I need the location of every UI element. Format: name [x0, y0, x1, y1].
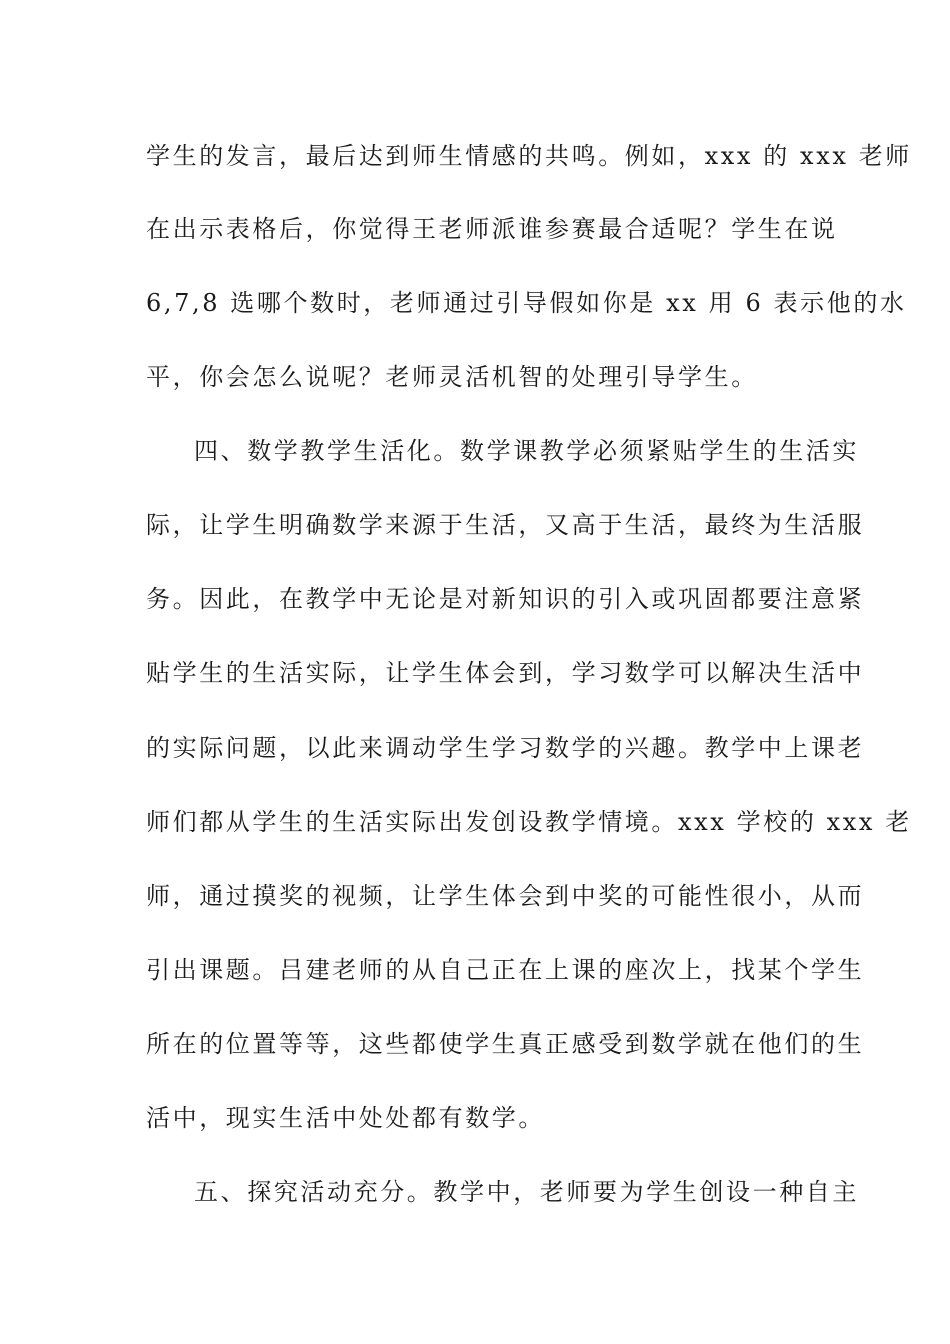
text-line: 际，让学生明确数学来源于生活，又高于生活，最终为生活服 [146, 511, 865, 539]
text-line: 活中，现实生活中处处都有数学。 [146, 1104, 545, 1132]
paragraph-heading-line: 四、数学教学生活化。数学课教学必须紧贴学生的生活实 [194, 437, 859, 465]
text-line: 贴学生的生活实际，让学生体会到，学习数学可以解决生活中 [146, 659, 865, 687]
text-line: 学生的发言，最后达到师生情感的共鸣。例如，xxx 的 xxx 老师 [146, 142, 912, 170]
text-line: 所在的位置等等，这些都使学生真正感受到数学就在他们的生 [146, 1030, 865, 1058]
text-line: 的实际问题，以此来调动学生学习数学的兴趣。教学中上课老 [146, 734, 865, 762]
text-line: 师们都从学生的生活实际出发创设教学情境。xxx 学校的 xxx 老 [146, 808, 912, 836]
text-line: 6,7,8 选哪个数时，老师通过引导假如你是 xx 用 6 表示他的水 [146, 289, 907, 317]
paragraph-heading-line: 五、探究活动充分。教学中，老师要为学生创设一种自主 [194, 1178, 859, 1206]
text-line: 在出示表格后，你觉得王老师派谁参赛最合适呢？学生在说 [146, 215, 838, 243]
text-line: 平，你会怎么说呢？老师灵活机智的处理引导学生。 [146, 363, 758, 391]
text-line: 务。因此，在教学中无论是对新知识的引入或巩固都要注意紧 [146, 585, 865, 613]
text-line: 引出课题。吕建老师的从自己正在上课的座次上，找某个学生 [146, 956, 865, 984]
text-line: 师，通过摸奖的视频，让学生体会到中奖的可能性很小，从而 [146, 882, 865, 910]
